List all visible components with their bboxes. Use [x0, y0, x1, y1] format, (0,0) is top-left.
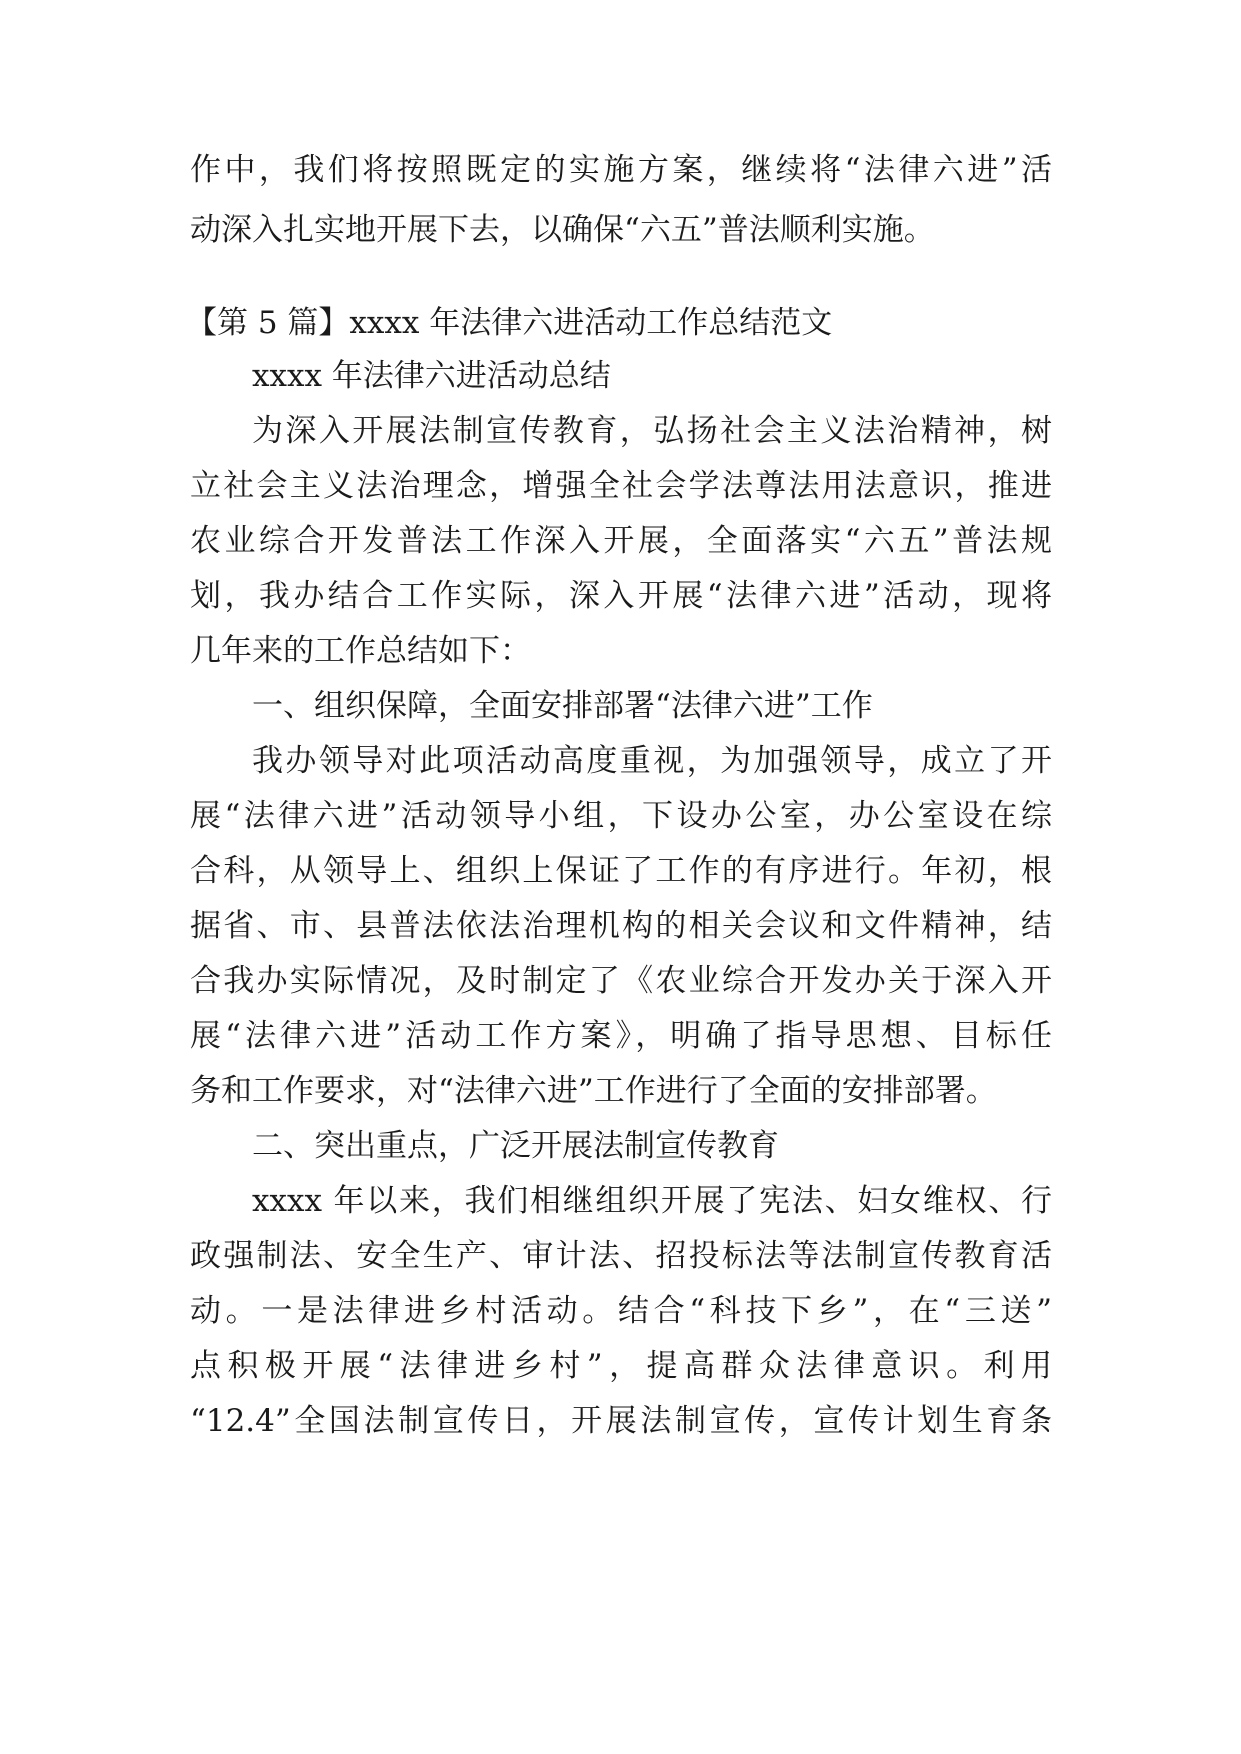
paragraph-line: 据省、市、县普法依法治理机构的相关会议和文件精神，结 [190, 908, 1052, 944]
paragraph-line: 划，我办结合工作实际，深入开展“法律六进”活动，现将 [190, 578, 1052, 614]
paragraph-line: 立社会主义法治理念，增强全社会学法尊法用法意识，推进 [190, 468, 1052, 504]
paragraph-line: 动。一是法律进乡村活动。结合“科技下乡”，在“三送” [190, 1293, 1052, 1329]
intro-line: 作中，我们将按照既定的实施方案，继续将“法律六进”活 [190, 152, 1052, 188]
intro-line: 动深入扎实地开展下去，以确保“六五”普法顺利实施。 [190, 212, 935, 248]
paragraph-line: 政强制法、安全生产、审计法、招投标法等法制宣传教育活 [190, 1238, 1052, 1274]
paragraph-line: 我办领导对此项活动高度重视，为加强领导，成立了开 [252, 743, 1052, 779]
paragraph-line: xxxx 年以来，我们相继组织开展了宪法、妇女维权、行 [252, 1183, 1052, 1219]
section-title: 二、突出重点，广泛开展法制宣传教育 [252, 1128, 779, 1164]
paragraph-line: 农业综合开发普法工作深入开展，全面落实“六五”普法规 [190, 523, 1052, 559]
section-title: 一、组织保障，全面安排部署“法律六进”工作 [252, 688, 873, 724]
paragraph-line: 几年来的工作总结如下： [190, 633, 531, 669]
paragraph-line: 展“法律六进”活动工作方案》，明确了指导思想、目标任 [190, 1018, 1052, 1054]
article-heading: 【第 5 篇】xxxx 年法律六进活动工作总结范文 [186, 305, 833, 341]
paragraph-line: 合科，从领导上、组织上保证了工作的有序进行。年初，根 [190, 853, 1052, 889]
paragraph-line: “12.4”全国法制宣传日，开展法制宣传，宣传计划生育条 [190, 1403, 1052, 1439]
paragraph-line: 务和工作要求，对“法律六进”工作进行了全面的安排部署。 [190, 1073, 997, 1109]
document-subtitle: xxxx 年法律六进活动总结 [252, 358, 611, 394]
paragraph-line: 为深入开展法制宣传教育，弘扬社会主义法治精神，树 [252, 413, 1052, 449]
paragraph-line: 点积极开展“法律进乡村”，提高群众法律意识。利用 [190, 1348, 1052, 1384]
paragraph-line: 合我办实际情况，及时制定了《农业综合开发办关于深入开 [190, 963, 1052, 999]
paragraph-line: 展“法律六进”活动领导小组，下设办公室，办公室设在综 [190, 798, 1052, 834]
